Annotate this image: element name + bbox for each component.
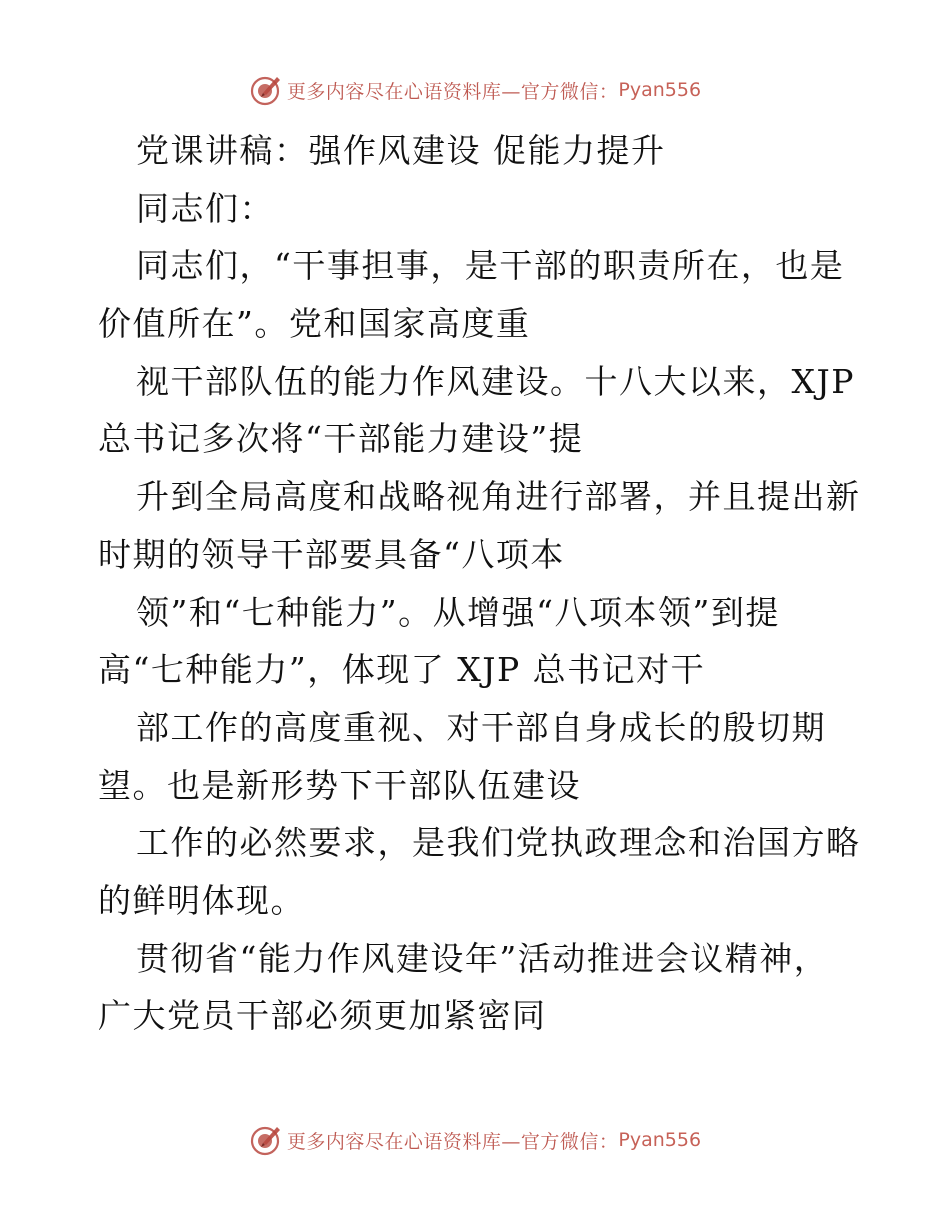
paragraph-line: 价值所在”。党和国家高度重: [98, 304, 531, 344]
paragraph-line: 望。也是新形势下干部队伍建设: [98, 765, 581, 805]
paragraph-line: 的鲜明体现。: [98, 880, 305, 920]
watermark-account: Pyan556: [618, 1129, 702, 1151]
paragraph-line: 部工作的高度重视、对干部自身成长的殷切期: [136, 707, 826, 747]
header-watermark: [0, 70, 950, 110]
pen-logo-icon: [249, 1123, 283, 1157]
watermark-text: 更多内容尽在心语资料库—官方微信：: [286, 1130, 619, 1153]
document-body: [98, 122, 861, 1045]
pen-logo-icon: [249, 73, 283, 107]
footer-watermark: [0, 1120, 950, 1160]
watermark-account: Pyan556: [618, 79, 702, 101]
paragraph-line: 工作的必然要求，是我们党执政理念和治国方略: [136, 823, 861, 863]
document-title: 党课讲稿：强作风建设 促能力提升: [136, 131, 666, 170]
watermark-text: 更多内容尽在心语资料库—官方微信：: [286, 80, 619, 103]
paragraph-line: 视干部队伍的能力作风建设。十八大以来，XJP: [136, 361, 855, 401]
paragraph-line: 同志们，“干事担事，是干部的职责所在，也是: [136, 246, 845, 286]
paragraph-line: 贯彻省“能力作风建设年”活动推进会议精神，: [136, 938, 829, 978]
paragraph-line: 总书记多次将“干部能力建设”提: [98, 419, 584, 459]
paragraph-line: 高“七种能力”，体现了 XJP 总书记对干: [98, 650, 706, 690]
paragraph-line: 时期的领导干部要具备“八项本: [98, 534, 565, 574]
paragraph-line: 领”和“七种能力”。从增强“八项本领”到提: [136, 592, 780, 632]
paragraph-line: 升到全局高度和战略视角进行部署，并且提出新: [136, 477, 861, 517]
salutation: 同志们：: [136, 188, 274, 228]
paragraph-line: 广大党员干部必须更加紧密同: [98, 996, 547, 1036]
